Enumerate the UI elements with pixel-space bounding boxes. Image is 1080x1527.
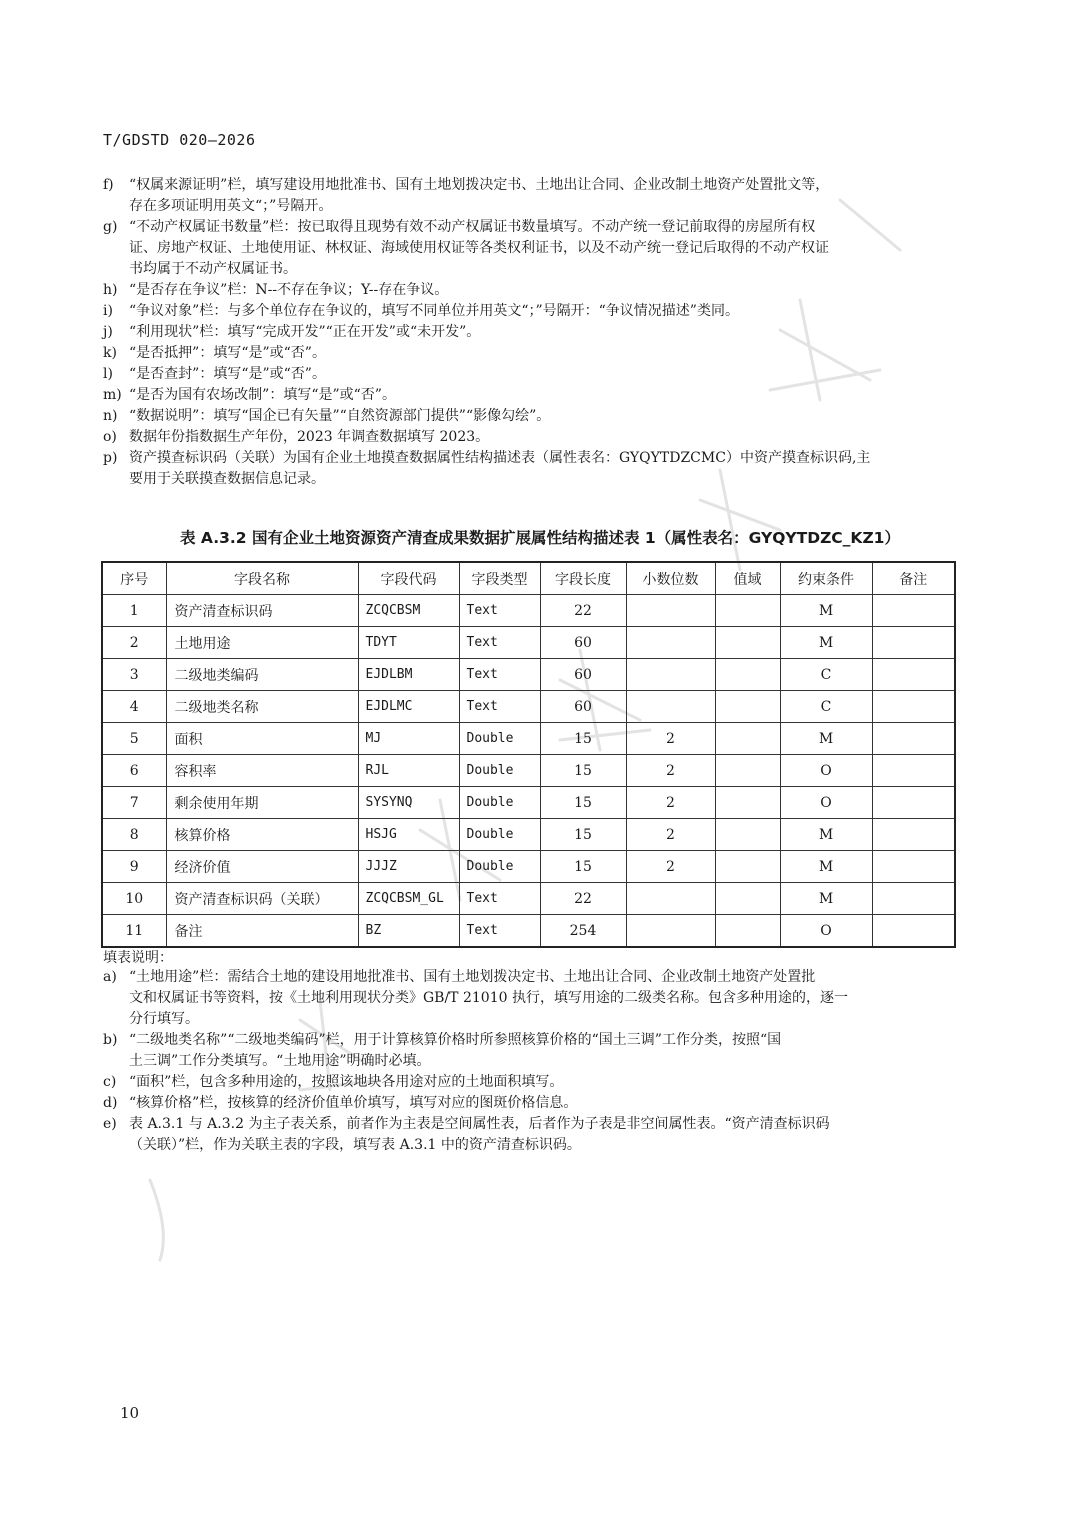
- note-label: o): [103, 429, 117, 445]
- column-header: 备注: [872, 562, 955, 595]
- table-cell: 土地用途: [166, 627, 358, 659]
- note-label: p): [103, 450, 118, 466]
- table-cell: 剩余使用年期: [166, 787, 358, 819]
- note-line: “是否抵押”：填写“是”或“否”。: [129, 345, 326, 361]
- note-item: [103, 343, 955, 364]
- table-cell: [872, 723, 955, 755]
- note-line: “是否查封”：填写“是”或“否”。: [129, 366, 326, 382]
- table-cell: M: [780, 819, 872, 851]
- attribute-structure-table: [101, 561, 956, 948]
- table-cell: [626, 659, 715, 691]
- table-cell: [872, 915, 955, 948]
- column-header: 字段类型: [459, 562, 540, 595]
- table-cell: [872, 627, 955, 659]
- table-cell: 7: [102, 787, 166, 819]
- note-item: [103, 322, 955, 343]
- table-cell: [872, 819, 955, 851]
- table-row: [102, 627, 955, 659]
- table-cell: HSJG: [358, 819, 459, 851]
- note-item: [103, 967, 955, 1030]
- table-cell: Text: [459, 659, 540, 691]
- note-item: [103, 217, 955, 280]
- note-label: e): [103, 1116, 117, 1132]
- table-cell: ZCQCBSM_GL: [358, 883, 459, 915]
- note-label: g): [103, 219, 118, 235]
- table-cell: [872, 883, 955, 915]
- column-header: 字段长度: [540, 562, 626, 595]
- table-cell: [872, 851, 955, 883]
- note-line: 资产摸查标识码（关联）为国有企业土地摸查数据属性结构描述表（属性表名：GYQYTDZCMC）中资产摸查标识码,主: [129, 450, 871, 466]
- column-header: 小数位数: [626, 562, 715, 595]
- note-line: “利用现状”栏：填写“完成开发”“正在开发”或“未开发”。: [129, 324, 481, 340]
- note-label: h): [103, 282, 118, 298]
- table-cell: 核算价格: [166, 819, 358, 851]
- table-cell: RJL: [358, 755, 459, 787]
- table-cell: 2: [626, 819, 715, 851]
- table-cell: [715, 755, 780, 787]
- table-row: [102, 915, 955, 948]
- note-line: “不动产权属证书数量”栏：按已取得且现势有效不动产权属证书数量填写。不动产统一登记前取得的房屋所有权: [129, 219, 816, 235]
- note-item: [103, 448, 955, 490]
- note-label: i): [103, 303, 113, 319]
- table-cell: 9: [102, 851, 166, 883]
- table-cell: TDYT: [358, 627, 459, 659]
- table-cell: [626, 915, 715, 948]
- fill-instructions-title: 填表说明：: [103, 950, 173, 966]
- note-line: 土三调”工作分类填写。“土地用途”明确时必填。: [129, 1053, 431, 1069]
- note-label: f): [103, 177, 114, 193]
- note-item: [103, 1114, 955, 1156]
- table-cell: 8: [102, 819, 166, 851]
- note-line: （关联）”栏，作为关联主表的字段，填写表 A.3.1 中的资产清查标识码。: [129, 1137, 581, 1153]
- table-cell: Double: [459, 851, 540, 883]
- note-line: “面积”栏，包含多种用途的，按照该地块各用途对应的土地面积填写。: [129, 1074, 564, 1090]
- table-row: [102, 819, 955, 851]
- table-cell: ZCQCBSM: [358, 595, 459, 627]
- table-cell: C: [780, 659, 872, 691]
- note-label: m): [103, 387, 122, 403]
- note-label: k): [103, 345, 117, 361]
- table-cell: 面积: [166, 723, 358, 755]
- table-cell: O: [780, 787, 872, 819]
- table-cell: M: [780, 883, 872, 915]
- note-line: “是否为国有农场改制”：填写“是”或“否”。: [129, 387, 396, 403]
- note-line: “土地用途”栏：需结合土地的建设用地批准书、国有土地划拨决定书、土地出让合同、企业改制土地资产处置批: [129, 969, 816, 985]
- table-cell: 60: [540, 627, 626, 659]
- table-cell: 22: [540, 883, 626, 915]
- table-cell: 4: [102, 691, 166, 723]
- note-line: 表 A.3.1 与 A.3.2 为主子表关系，前者作为主表是空间属性表，后者作为子表是非空间属性表。“资产清查标识码: [129, 1116, 830, 1132]
- table-cell: C: [780, 691, 872, 723]
- table-cell: 6: [102, 755, 166, 787]
- table-cell: [872, 755, 955, 787]
- note-line: 证、房地产权证、土地使用证、林权证、海域使用权证等各类权利证书，以及不动产统一登记后取得的不动产权证: [129, 240, 829, 256]
- table-row: [102, 851, 955, 883]
- table-cell: [715, 627, 780, 659]
- note-item: [103, 385, 955, 406]
- note-label: a): [103, 969, 117, 985]
- note-label: j): [103, 324, 113, 340]
- table-cell: [715, 787, 780, 819]
- note-label: b): [103, 1032, 118, 1048]
- note-line: “核算价格”栏，按核算的经济价值单价填写，填写对应的图斑价格信息。: [129, 1095, 578, 1111]
- table-body: [102, 595, 955, 948]
- table-cell: 2: [626, 787, 715, 819]
- note-line: “二级地类名称”“二级地类编码”栏，用于计算核算价格时所参照核算价格的“国土三调”工作分类，按照“国: [129, 1032, 782, 1048]
- table-cell: BZ: [358, 915, 459, 948]
- table-cell: [872, 659, 955, 691]
- table-row: [102, 883, 955, 915]
- table-cell: 5: [102, 723, 166, 755]
- table-cell: 2: [626, 755, 715, 787]
- column-header: 序号: [102, 562, 166, 595]
- table-cell: [715, 659, 780, 691]
- table-cell: [626, 627, 715, 659]
- note-line: 数据年份指数据生产年份，2023 年调查数据填写 2023。: [129, 429, 490, 445]
- column-header: 字段名称: [166, 562, 358, 595]
- table-cell: 二级地类编码: [166, 659, 358, 691]
- table-cell: SYSYNQ: [358, 787, 459, 819]
- note-item: [103, 1030, 955, 1072]
- column-header: 约束条件: [780, 562, 872, 595]
- table-cell: 二级地类名称: [166, 691, 358, 723]
- table-cell: 2: [626, 723, 715, 755]
- table-cell: 备注: [166, 915, 358, 948]
- note-line: 书均属于不动产权属证书。: [129, 261, 297, 277]
- table-row: [102, 595, 955, 627]
- table-cell: Text: [459, 915, 540, 948]
- page-number: 10: [120, 1404, 140, 1422]
- table-cell: 1: [102, 595, 166, 627]
- table-cell: Double: [459, 787, 540, 819]
- table-cell: [626, 595, 715, 627]
- table-row: [102, 659, 955, 691]
- note-label: d): [103, 1095, 118, 1111]
- table-cell: [715, 851, 780, 883]
- note-item: [103, 406, 955, 427]
- notes-bottom: [103, 967, 955, 1156]
- table-cell: Double: [459, 723, 540, 755]
- table-cell: [872, 787, 955, 819]
- table-row: [102, 691, 955, 723]
- table-cell: 资产清查标识码（关联）: [166, 883, 358, 915]
- table-cell: 10: [102, 883, 166, 915]
- column-header: 值域: [715, 562, 780, 595]
- table-cell: 15: [540, 819, 626, 851]
- table-cell: 15: [540, 755, 626, 787]
- table-cell: M: [780, 627, 872, 659]
- table-cell: O: [780, 755, 872, 787]
- table-cell: Text: [459, 627, 540, 659]
- table-cell: Text: [459, 883, 540, 915]
- table-cell: O: [780, 915, 872, 948]
- table-cell: [715, 819, 780, 851]
- note-line: “数据说明”：填写“国企已有矢量”“自然资源部门提供”“影像勾绘”。: [129, 408, 551, 424]
- table-cell: [715, 915, 780, 948]
- table-cell: 2: [626, 851, 715, 883]
- table-cell: JJJZ: [358, 851, 459, 883]
- note-line: “争议对象”栏：与多个单位存在争议的，填写不同单位并用英文“；”号隔开：“争议情况描述”类同。: [129, 303, 739, 319]
- note-item: [103, 364, 955, 385]
- table-cell: [715, 883, 780, 915]
- table-cell: [626, 883, 715, 915]
- note-label: c): [103, 1074, 117, 1090]
- table-cell: 15: [540, 723, 626, 755]
- table-caption: 表 A.3.2 国有企业土地资源资产清查成果数据扩展属性结构描述表 1（属性表名：GYQYTDZC_KZ1）: [180, 529, 900, 547]
- table-row: [102, 755, 955, 787]
- table-cell: 60: [540, 659, 626, 691]
- note-item: [103, 280, 955, 301]
- table-cell: [715, 595, 780, 627]
- table-cell: 15: [540, 851, 626, 883]
- table-row: [102, 787, 955, 819]
- note-item: [103, 1093, 955, 1114]
- table-cell: 资产清查标识码: [166, 595, 358, 627]
- table-cell: [626, 691, 715, 723]
- table-cell: 11: [102, 915, 166, 948]
- table-cell: [715, 691, 780, 723]
- note-line: “权属来源证明”栏，填写建设用地批准书、国有土地划拨决定书、土地出让合同、企业改制土地资产处置批文等，: [129, 177, 830, 193]
- table-cell: Double: [459, 755, 540, 787]
- note-item: [103, 175, 955, 217]
- table-cell: [872, 595, 955, 627]
- notes-top: [103, 175, 955, 490]
- table-cell: 经济价值: [166, 851, 358, 883]
- table-cell: EJDLMC: [358, 691, 459, 723]
- table-cell: 容积率: [166, 755, 358, 787]
- table-cell: Text: [459, 691, 540, 723]
- table-cell: M: [780, 723, 872, 755]
- note-item: [103, 1072, 955, 1093]
- table-cell: MJ: [358, 723, 459, 755]
- table-cell: [715, 723, 780, 755]
- table-cell: M: [780, 851, 872, 883]
- note-item: [103, 301, 955, 322]
- table-cell: M: [780, 595, 872, 627]
- note-line: 存在多项证明用英文“；”号隔开。: [129, 198, 333, 214]
- note-line: 要用于关联摸查数据信息记录。: [129, 471, 325, 487]
- table-row: [102, 723, 955, 755]
- table-cell: Text: [459, 595, 540, 627]
- table-header-row: [102, 562, 955, 595]
- table-cell: EJDLBM: [358, 659, 459, 691]
- table-cell: Double: [459, 819, 540, 851]
- note-label: l): [103, 366, 113, 382]
- table-cell: 22: [540, 595, 626, 627]
- table-cell: 254: [540, 915, 626, 948]
- table-cell: 60: [540, 691, 626, 723]
- table-cell: 3: [102, 659, 166, 691]
- note-item: [103, 427, 955, 448]
- note-label: n): [103, 408, 118, 424]
- note-line: 文和权属证书等资料，按《土地利用现状分类》GB/T 21010 执行，填写用途的二级类名称。包含多种用途的，逐一: [129, 990, 848, 1006]
- column-header: 字段代码: [358, 562, 459, 595]
- table-cell: 15: [540, 787, 626, 819]
- note-line: 分行填写。: [129, 1011, 199, 1027]
- table-cell: 2: [102, 627, 166, 659]
- table-cell: [872, 691, 955, 723]
- document-code-header: T/GDSTD 020—2026: [103, 131, 256, 149]
- note-line: “是否存在争议”栏：N--不存在争议；Y--存在争议。: [129, 282, 449, 298]
